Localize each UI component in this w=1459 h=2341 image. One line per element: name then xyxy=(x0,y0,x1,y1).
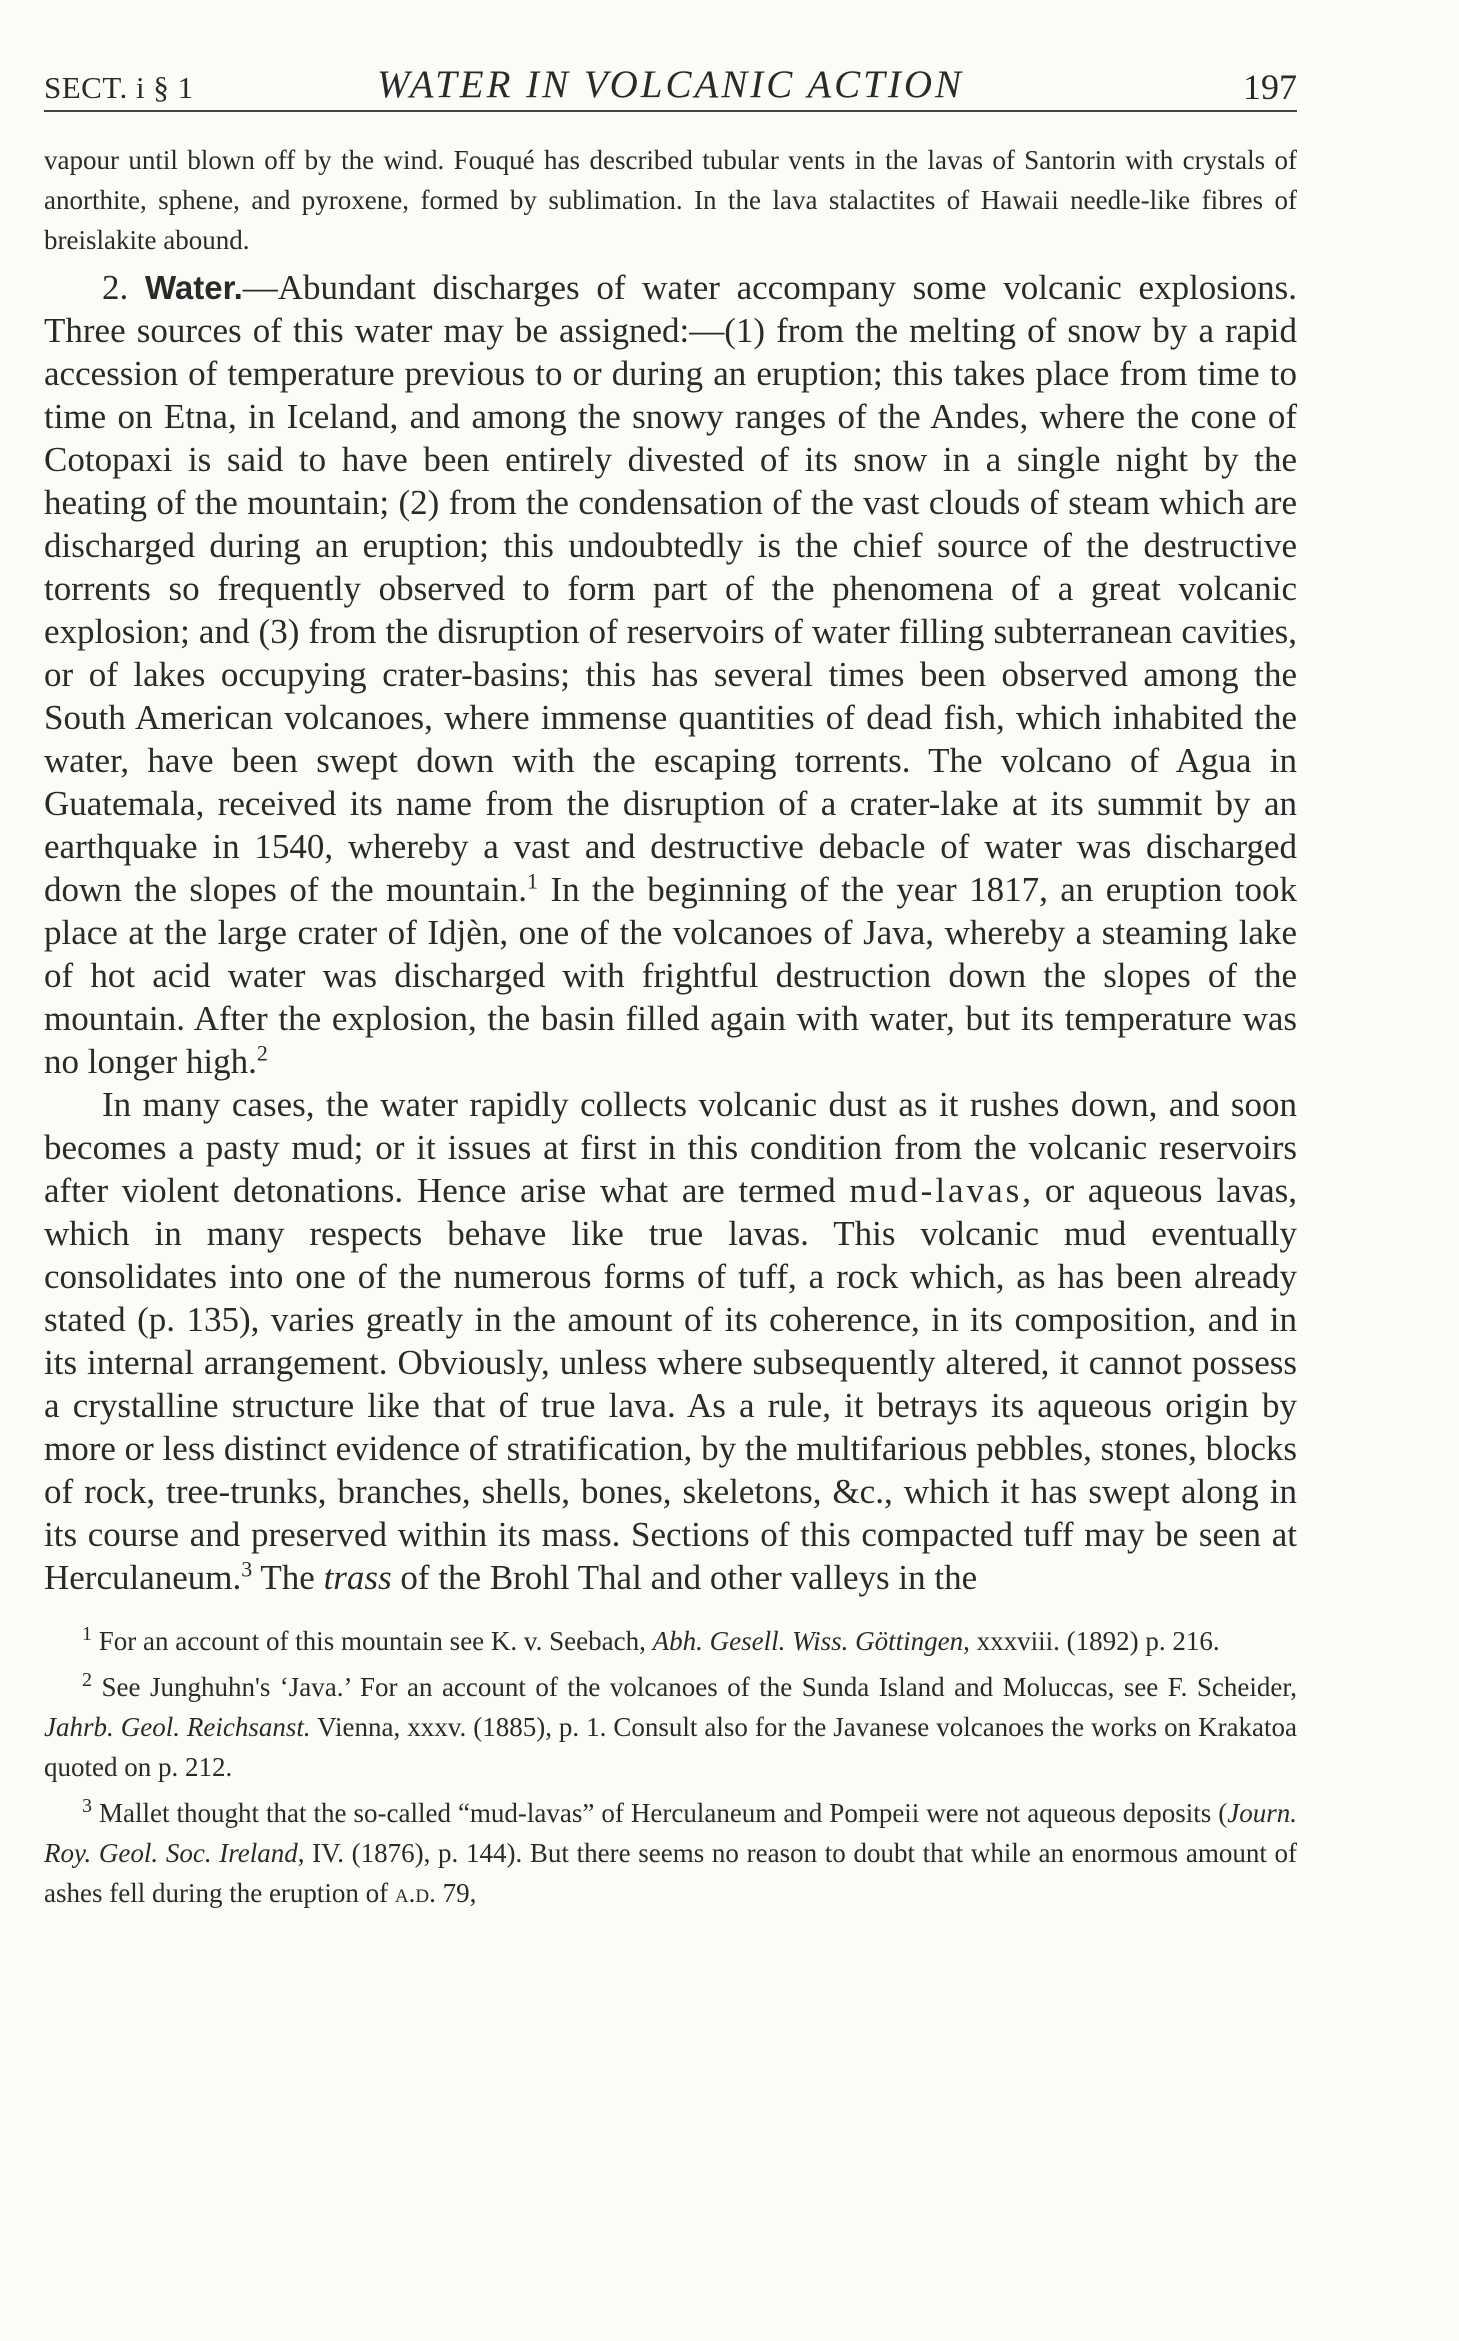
footnote-mark: 3 xyxy=(82,1795,92,1817)
footnote-text: , xxxviii. (1892) p. 216. xyxy=(963,1626,1220,1656)
footnote-ref[interactable]: 3 xyxy=(241,1556,253,1582)
paragraph-mud-lavas xyxy=(44,1083,1297,1599)
footnote-text: For an account of this mountain see K. v. Seebach, xyxy=(98,1626,653,1656)
footnote xyxy=(44,1667,1297,1787)
term-trass: trass xyxy=(323,1558,392,1597)
section-heading: Water. xyxy=(144,269,243,306)
footnote-ref[interactable]: 2 xyxy=(256,1040,268,1066)
footnote-citation: Abh. Gesell. Wiss. Göttingen xyxy=(652,1626,964,1656)
running-head xyxy=(44,62,1297,112)
paragraph-text: In the beginning of the year 1817, an eruption took place at the large crater of Idjèn, one of the volcanoes of Java, whereby a steaming lake of hot acid water was discharged with frightful destruction down the slopes of the mountain. After the explosion, the basin filled again with water, but its temperature was no longer high. xyxy=(44,870,1298,1081)
footnote-text: Vienna, xxxv. (1885), p. 1. Consult also for the Javanese volcanoes the works on Krakatoa quoted on p. 212. xyxy=(44,1712,1298,1782)
footnote xyxy=(44,1621,1297,1661)
paragraph-text: In many cases, the water rapidly collects volcanic dust as it rushes down, and soon becomes a pasty mud; or it issues at first in this condition from the volcanic reservoirs after violent detonations. Hence arise what are termed xyxy=(44,1085,1297,1210)
paragraph-text: , or aqueous lavas, which in many respects behave like true lavas. This volcanic mud eventually consolidates into one of the numerous forms of tuff, a rock which, as has been already stated (p. 135), varies greatly in the amount of its coherence, in its composition, and in its internal arrangement. Obviously, unless where subsequently altered, it cannot possess a crystalline structure like that of true lava. As a rule, it betrays its aqueous origin by more or less distinct evidence of stratification, by the multifarious pebbles, stones, blocks of rock, tree-trunks, branches, shells, bones, skeletons, &c., which it has swept along in its course and preserved within its mass. Sections of this compacted tuff may be seen at Herculaneum. xyxy=(44,1171,1297,1597)
paragraph-text: The xyxy=(252,1558,324,1597)
section-number: 2. xyxy=(102,268,129,307)
intro-paragraph: vapour until blown off by the wind. Fouqué has described tubular vents in the lavas of Santorin with crystals of anorthite, sphene, and pyroxene, formed by sublimation. In the lava stalactites of Hawaii needle-like fibres of breislakite abound. xyxy=(44,145,1297,255)
chapter-title: WATER IN VOLCANIC ACTION xyxy=(376,63,965,106)
section-reference: SECT. i § 1 xyxy=(44,70,194,105)
term-mud-lavas: mud-lavas xyxy=(849,1171,1023,1210)
footnote-text: , IV. (1876), p. 144). But there seems no reason to doubt that while an enormous amount of ashes fell during the eruption of xyxy=(44,1838,1297,1908)
footnotes xyxy=(44,1621,1297,1913)
footnote-mark: 1 xyxy=(82,1623,92,1645)
footnote-citation: Journ. Roy. Geol. Soc. Ireland xyxy=(44,1798,1298,1868)
era-abbreviation: a.d. xyxy=(394,1878,436,1908)
footnote-text: Mallet thought that the so-called “mud-lavas” of Herculaneum and Pompeii were not aqueous deposits ( xyxy=(99,1798,1228,1828)
page-number: 197 xyxy=(1243,67,1297,107)
paragraph-text: of the Brohl Thal and other valleys in the xyxy=(391,1558,978,1597)
paragraph-water xyxy=(44,266,1297,1083)
footnote-text: See Junghuhn's ‘Java.’ For an account of the volcanoes of the Sunda Island and Moluccas, see F. Scheider, xyxy=(101,1672,1297,1702)
main-text xyxy=(44,266,1297,1599)
paragraph-text: —Abundant discharges of water accompany some volcanic explosions. Three sources of this water may be assigned:—(1) from the melting of snow by a rapid accession of temperature previous to or during an eruption; this takes place from time to time on Etna, in Iceland, and among the snowy ranges of the Andes, where the cone of Cotopaxi is said to have been entirely divested of its snow in a single night by the heating of the mountain; (2) from the condensation of the vast clouds of steam which are discharged during an eruption; this undoubtedly is the chief source of the destructive torrents so frequently observed to form part of the phenomena of a great volcanic explosion; and (3) from the disruption of reservoirs of water filling subterranean cavities, or of lakes occupying crater-basins; this has several times been observed among the South American volcanoes, where immense quantities of dead fish, which inhabited the water, have been swept down with the escaping torrents. The volcano of Agua in Guatemala, received its name from the disruption of a crater-lake at its summit by an earthquake in 1540, whereby a vast and destructive debacle of water was discharged down the slopes of the mountain. xyxy=(44,268,1298,909)
footnote xyxy=(44,1793,1297,1913)
footnote-text: 79, xyxy=(435,1878,477,1908)
footnote-ref[interactable]: 1 xyxy=(527,868,539,894)
footnote-citation: Jahrb. Geol. Reichsanst. xyxy=(44,1712,311,1742)
footnote-mark: 2 xyxy=(82,1669,92,1691)
